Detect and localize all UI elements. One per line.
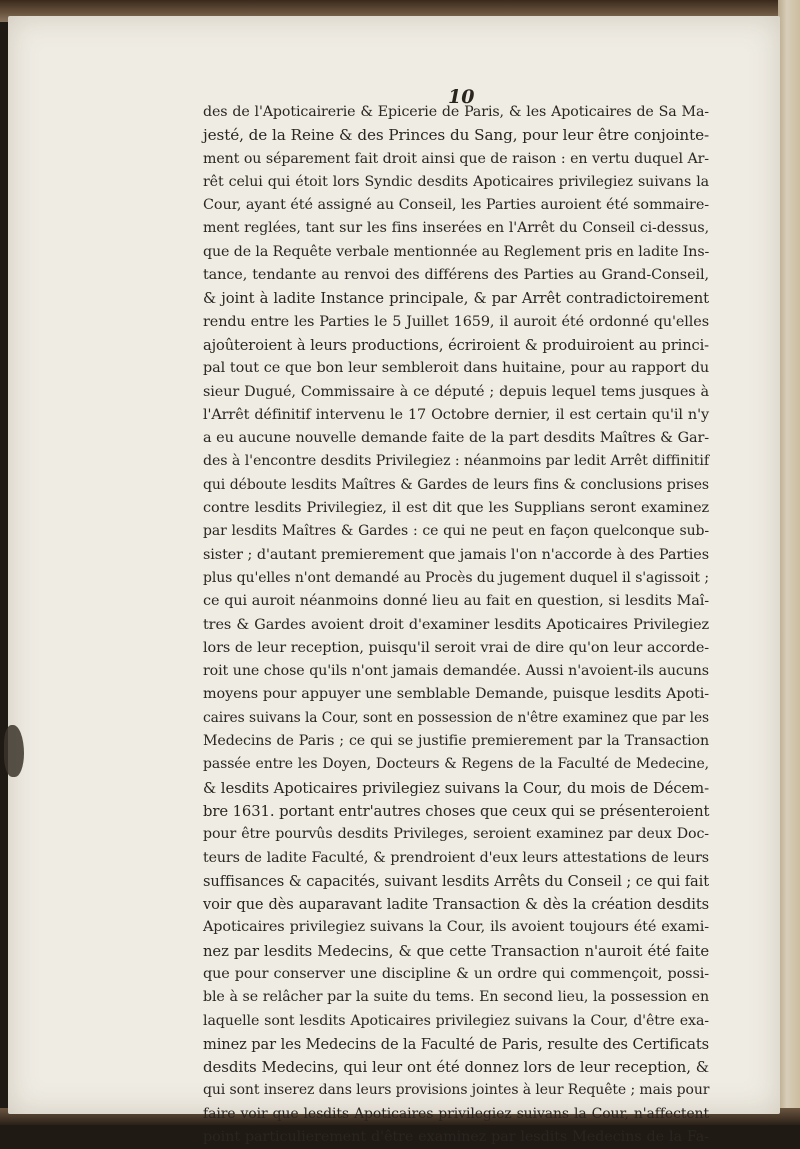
text-line: faire voir que lesdits Apoticaires privilegiez suivans la Cour, n'affectent xyxy=(203,1105,709,1122)
text-line: sieur Dugué, Commissaire à ce député ; depuis lequel tems jusques à xyxy=(203,383,709,400)
text-line: moyens pour appuyer une semblable Demande, puisque lesdits Apoti- xyxy=(203,686,709,703)
text-line: teurs de ladite Faculté, & prendroient d'eux leurs attestations de leurs xyxy=(203,849,709,866)
text-line: desdits Medecins, qui leur ont été donnez lors de leur reception, & xyxy=(203,1058,709,1077)
text-line: tance, tendante au renvoi des différens des Parties au Grand-Conseil, xyxy=(203,267,709,284)
text-line: & lesdits Apoticaires privilegiez suivans la Cour, du mois de Décem- xyxy=(203,779,709,797)
text-line: des à l'encontre desdits Privilegiez : néanmoins par ledit Arrêt diffinitif xyxy=(203,453,709,470)
text-line: ment ou séparement fait droit ainsi que de raison : en vertu duquel Ar- xyxy=(203,150,709,167)
text-line: que pour conserver une discipline & un ordre qui commençoit, possi- xyxy=(203,965,709,982)
text-line: que de la Requête verbale mentionnée au Reglement pris en ladite Ins- xyxy=(203,243,710,260)
text-line: plus qu'elles n'ont demandé au Procès du jugement duquel il s'agissoit ; xyxy=(203,569,709,586)
text-line: par lesdits Maîtres & Gardes : ce qui ne peut en façon quelconque sub- xyxy=(203,523,709,540)
text-line: Medecins de Paris ; ce qui se justifie premierement par la Transaction xyxy=(203,733,709,750)
text-line: jesté, de la Reine & des Princes du Sang, pour leur être conjointe- xyxy=(203,126,709,145)
text-line: suffisances & capacités, suivant lesdits Arrêts du Conseil ; ce qui fait xyxy=(203,872,709,890)
text-line: qui sont inserez dans leurs provisions jointes à leur Requête ; mais pour xyxy=(203,1082,710,1099)
text-line: pal tout ce que bon leur sembleroit dans huitaine, pour au rapport du xyxy=(203,360,709,377)
text-line: rêt celui qui étoit lors Syndic desdits Apoticaires privilegiez suivans la xyxy=(203,173,709,190)
text-line: & joint à ladite Instance principale, & par Arrêt contradictoirement xyxy=(203,290,709,308)
text-line: l'Arrêt définitif intervenu le 17 Octobre dernier, il est certain qu'il n'y xyxy=(203,406,709,423)
text-line: laquelle sont lesdits Apoticaires privilegiez suivans la Cour, d'être exa- xyxy=(203,1012,709,1029)
text-line: ce qui auroit néanmoins donné lieu au fait en question, si lesdits Maî- xyxy=(203,593,709,610)
text-line: nez par lesdits Medecins, & que cette Transaction n'auroit été faite xyxy=(203,942,709,960)
text-line: ble à se relâcher par la suite du tems. En second lieu, la possession en xyxy=(203,989,709,1006)
text-line: contre lesdits Privilegiez, il est dit que les Supplians seront examinez xyxy=(203,500,709,517)
text-line: ajoûteroient à leurs productions, écriroient & produiroient au princi- xyxy=(203,336,709,354)
text-block xyxy=(203,101,709,1149)
facing-page-edge xyxy=(778,0,800,1125)
text-line: voir que dès auparavant ladite Transaction & dès la création desdits xyxy=(203,896,709,914)
text-line: tres & Gardes avoient droit d'examiner lesdits Apoticaires Privilegiez xyxy=(203,616,709,633)
text-line: des de l'Apoticairerie & Epicerie de Paris, & les Apoticaires de Sa Ma- xyxy=(203,104,709,120)
text-line: bre 1631. portant entr'autres choses que ceux qui se présenteroient xyxy=(203,802,710,820)
text-line: qui déboute lesdits Maîtres & Gardes de leurs fins & conclusions prises xyxy=(203,476,709,493)
text-line: rendu entre les Parties le 5 Juillet 1659, il auroit été ordonné qu'elles xyxy=(203,313,709,330)
text-line: roit une chose qu'ils n'ont jamais demandée. Aussi n'avoient-ils aucuns xyxy=(203,663,709,680)
text-line: Cour, ayant été assigné au Conseil, les Parties auroient été sommaire- xyxy=(203,197,709,214)
page-number: 10 xyxy=(448,86,475,108)
text-line: pour être pourvûs desdits Privileges, seroient examinez par deux Doc- xyxy=(203,826,709,843)
text-line: lors de leur reception, puisqu'il seroit vrai de dire qu'on leur accorde- xyxy=(203,639,709,656)
text-line: point particulierement d'être examinez par lesdits Medecins de la Fa- xyxy=(203,1129,709,1146)
text-line: caires suivans la Cour, sont en possession de n'être examinez que par les xyxy=(203,709,709,726)
text-line: passée entre les Doyen, Docteurs & Regens de la Faculté de Medecine, xyxy=(203,756,709,773)
text-line: ment reglées, tant sur les fins inserées en l'Arrêt du Conseil ci-dessus, xyxy=(203,220,709,237)
text-line: a eu aucune nouvelle demande faite de la part desdits Maîtres & Gar- xyxy=(203,430,709,447)
text-line: sister ; d'autant premierement que jamais l'on n'accorde à des Parties xyxy=(203,546,709,563)
text-line: Apoticaires privilegiez suivans la Cour, ils avoient toujours été exami- xyxy=(203,919,709,936)
text-line: minez par les Medecins de la Faculté de Paris, resulte des Certificats xyxy=(203,1035,709,1053)
